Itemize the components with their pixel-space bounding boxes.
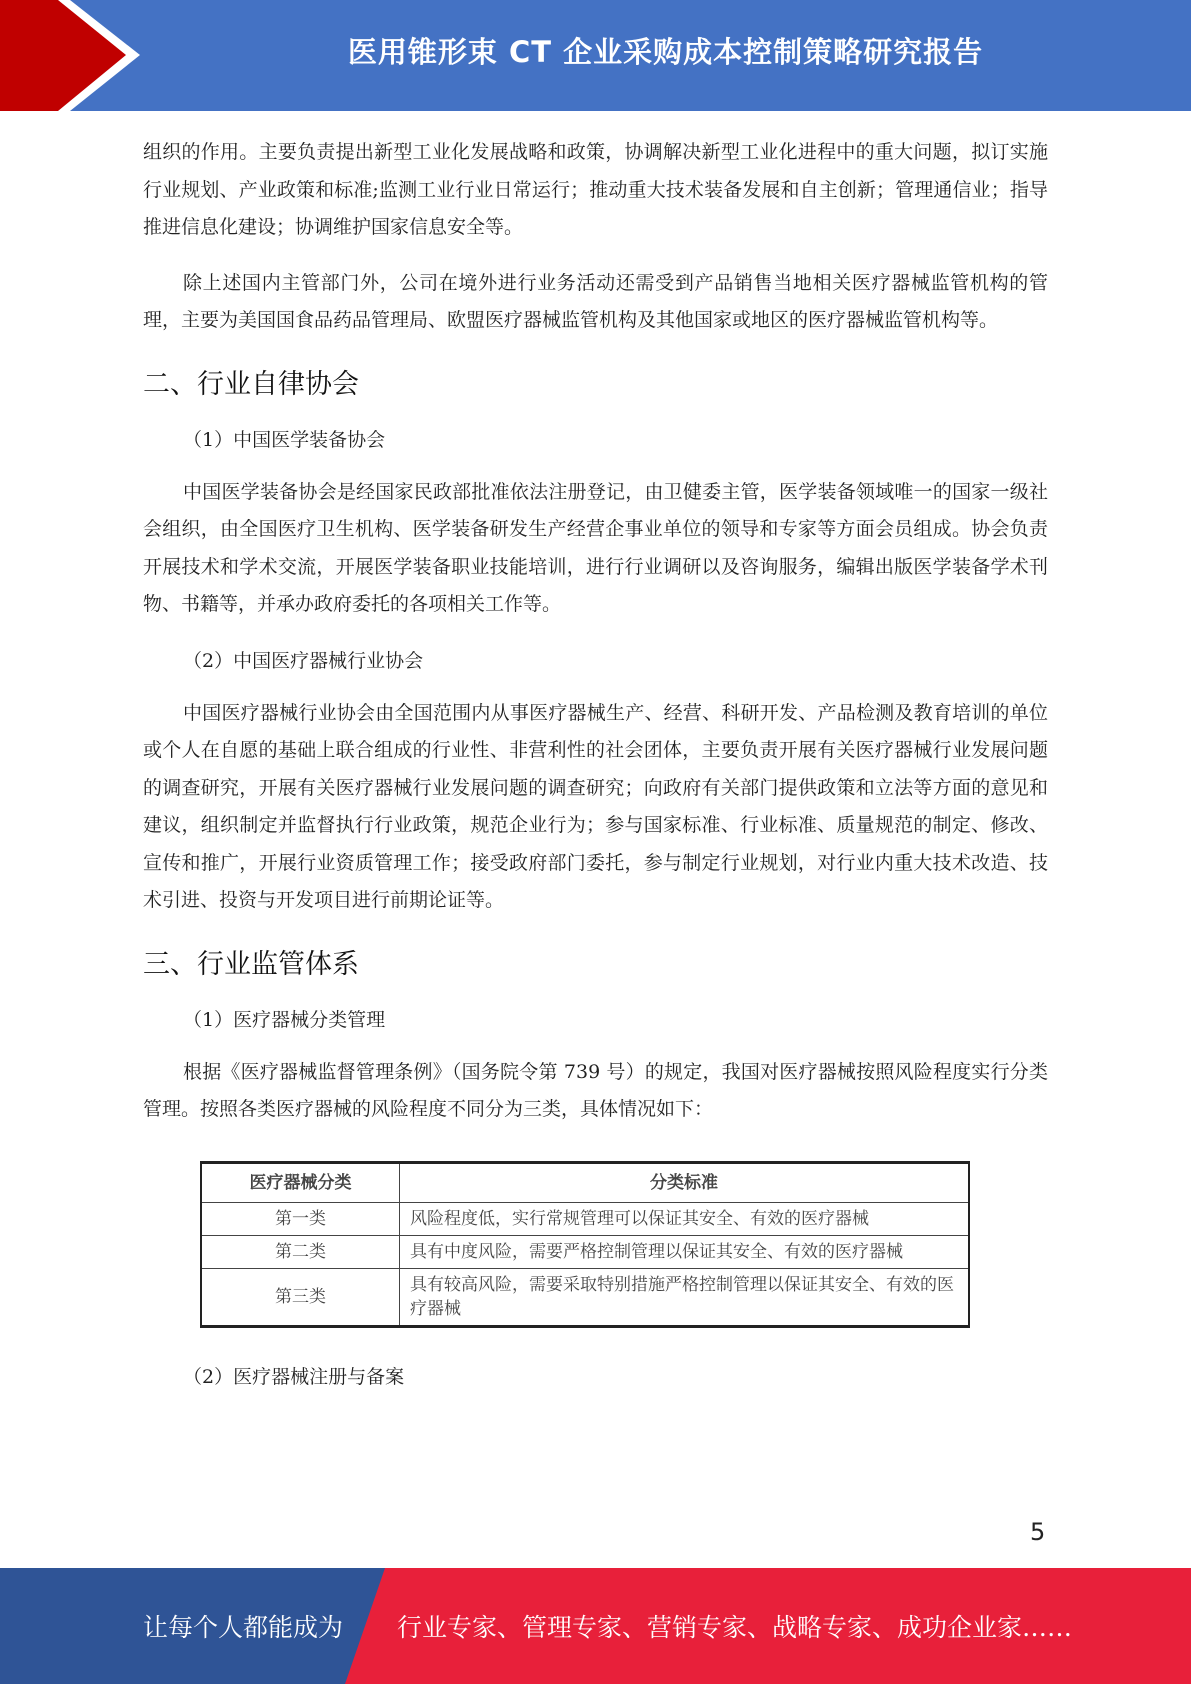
table-header-category: 医疗器械分类 bbox=[201, 1162, 400, 1202]
intro-paragraph-1: 组织的作用。主要负责提出新型工业化发展战略和政策，协调解决新型工业化进程中的重大问题，拟订实施行业规划、产业政策和标准;监测工业行业日常运行；推动重大技术装备发展和自主创新；管理通信业；指导推进信息化建设；协调维护国家信息安全等。 bbox=[143, 141, 1048, 238]
table-cell-standard: 具有中度风险，需要严格控制管理以保证其安全、有效的医疗器械 bbox=[400, 1235, 970, 1268]
table-header-row bbox=[201, 1162, 969, 1202]
table-cell-standard: 风险程度低，实行常规管理可以保证其安全、有效的医疗器械 bbox=[400, 1202, 970, 1235]
header-arrow-icon bbox=[0, 0, 150, 111]
page-content bbox=[143, 134, 1048, 1389]
intro-paragraph-2: 除上述国内主管部门外，公司在境外进行业务活动还需受到产品销售当地相关医疗器械监管机构的管理，主要为美国国食品药品管理局、欧盟医疗器械监管机构及其他国家或地区的医疗器械监管机构等。 bbox=[143, 271, 1048, 331]
table-cell-standard: 具有较高风险，需要采取特别措施严格控制管理以保证其安全、有效的医疗器械 bbox=[400, 1268, 970, 1326]
page-number: 5 bbox=[1030, 1518, 1046, 1546]
table-cell-category: 第一类 bbox=[201, 1202, 400, 1235]
table-row bbox=[201, 1202, 969, 1235]
footer-slogan-right: 行业专家、管理专家、营销专家、战略专家、成功企业家…… bbox=[397, 1613, 1073, 1642]
footer-slogan-left: 让每个人都能成为 bbox=[143, 1613, 344, 1642]
paragraph-device-industry-association: 中国医疗器械行业协会由全国范围内从事医疗器械生产、经营、科研开发、产品检测及教育培训的单位或个人在自愿的基础上联合组成的行业性、非营利性的社会团体，主要负责开展有关医疗器械行业发展问题的调查研究，开展有关医疗器械行业发展问题的调查研究；向政府有关部门提供政策和立法等方面的意见和建议，组织制定并监督执行行业政策，规范企业行为；参与国家标准、行业标准、质量规范的制定、修改、宣传和推广，开展行业资质管理工作；接受政府部门委托，参与制定行业规划，对行业内重大技术改造、技术引进、投资与开发项目进行前期论证等。 bbox=[143, 701, 1048, 911]
paragraph-classification: 根据《医疗器械监督管理条例》（国务院令第 739 号）的规定，我国对医疗器械按照风险程度实行分类管理。按照各类医疗器械的风险程度不同分为三类，具体情况如下： bbox=[143, 1060, 1048, 1120]
table-cell-category: 第三类 bbox=[201, 1268, 400, 1326]
section-heading-regulatory-system: 三、行业监管体系 bbox=[143, 948, 359, 980]
table-row bbox=[201, 1268, 969, 1326]
section-heading-self-regulation: 二、行业自律协会 bbox=[143, 368, 359, 400]
report-title: 医用锥形束 CT 企业采购成本控制策略研究报告 bbox=[347, 34, 984, 69]
subheading-registration-filing: （2）医疗器械注册与备案 bbox=[183, 1365, 405, 1388]
table-row bbox=[201, 1235, 969, 1268]
subheading-device-industry-association: （2）中国医疗器械行业协会 bbox=[183, 649, 424, 672]
paragraph-medical-equipment-association: 中国医学装备协会是经国家民政部批准依法注册登记，由卫健委主管，医学装备领域唯一的国家一级社会组织，由全国医疗卫生机构、医学装备研发生产经营企事业单位的领导和专家等方面会员组成。协会负责开展技术和学术交流，开展医学装备职业技能培训，进行行业调研以及咨询服务，编辑出版医学装备学术刊物、书籍等，并承办政府委托的各项相关工作等。 bbox=[143, 480, 1048, 615]
table-header-standard: 分类标准 bbox=[400, 1162, 970, 1202]
classification-table bbox=[200, 1161, 970, 1328]
table-cell-category: 第二类 bbox=[201, 1235, 400, 1268]
subheading-classification-management: （1）医疗器械分类管理 bbox=[183, 1008, 386, 1031]
page-header bbox=[0, 0, 1191, 111]
page-footer bbox=[0, 1568, 1191, 1684]
subheading-medical-equipment-association: （1）中国医学装备协会 bbox=[183, 428, 386, 451]
